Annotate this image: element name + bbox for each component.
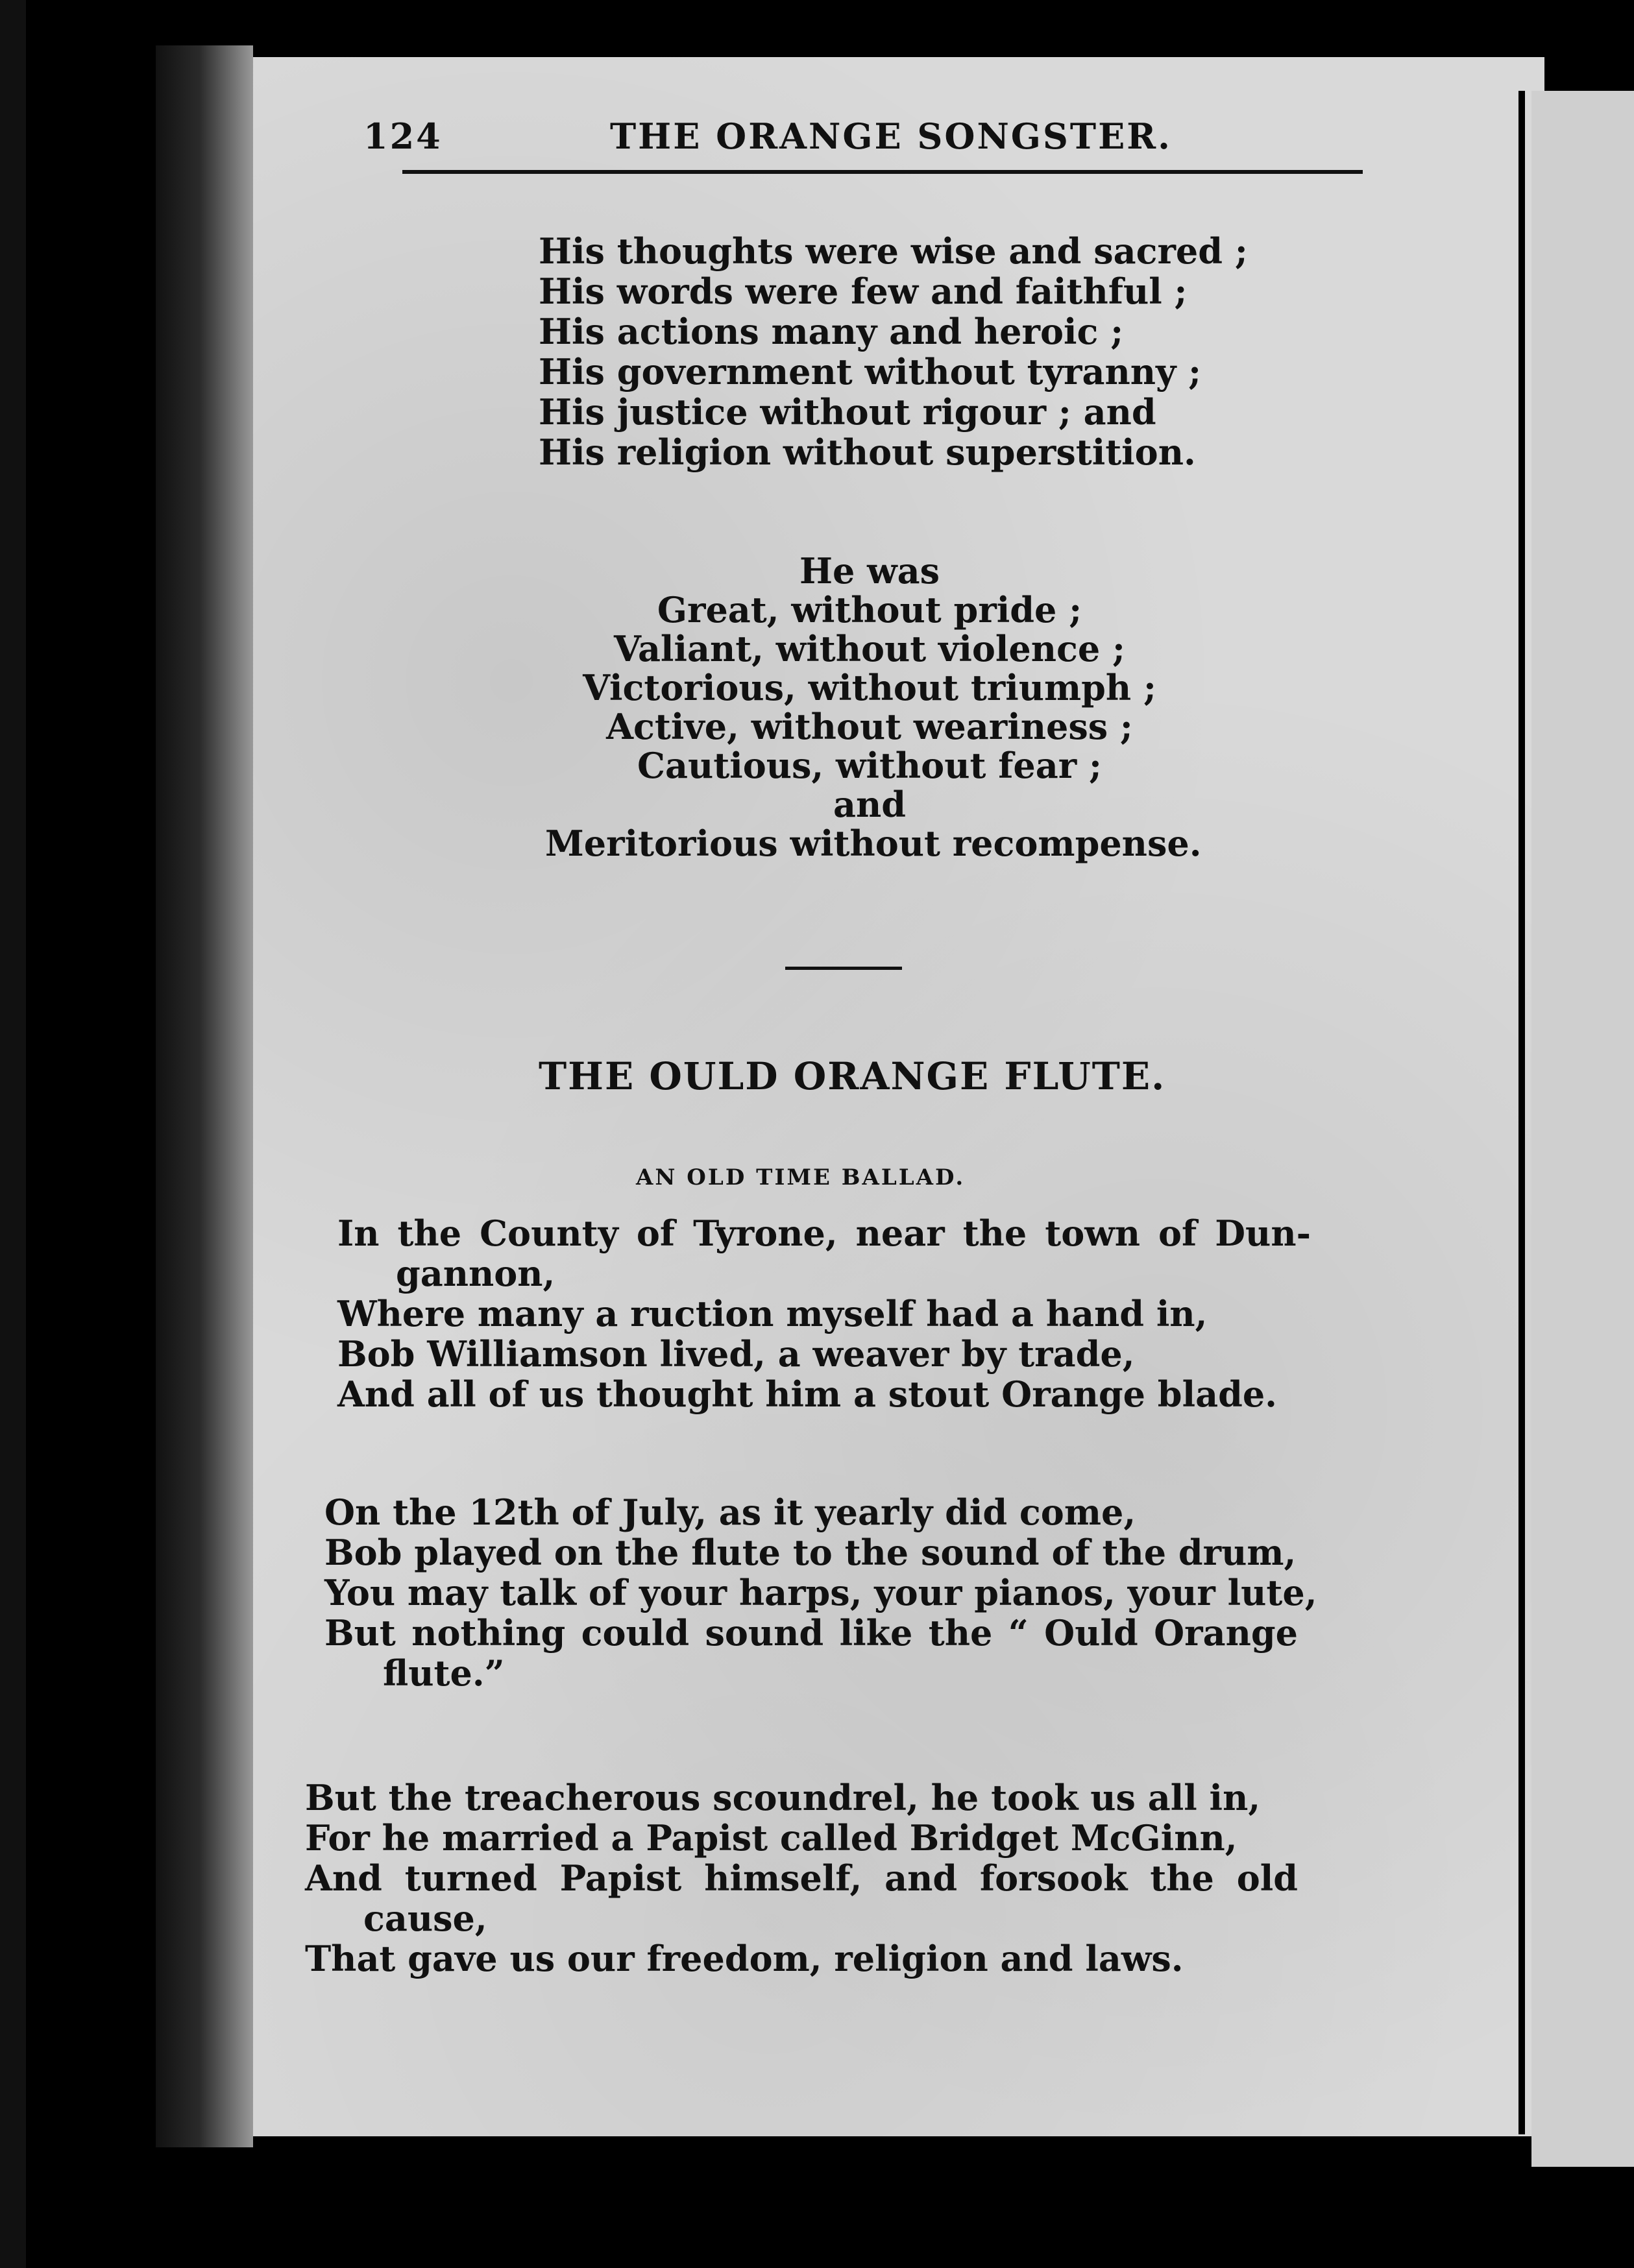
verse-line: Bob played on the flute to the sound of the drum, — [324, 1532, 1297, 1573]
verse-line: Bob Williamson lived, a weaver by trade, — [337, 1333, 1135, 1375]
verse-line: And all of us thought him a stout Orange blade. — [337, 1373, 1277, 1415]
tribute-line: His government without tyranny ; — [539, 351, 1202, 392]
song-subtitle: AN OLD TIME BALLAD. — [636, 1164, 966, 1190]
verse-line: You may talk of your harps, your pianos, your lute, — [324, 1572, 1317, 1613]
he-was-line: Cautious, without fear ; — [637, 745, 1102, 786]
he-was-line: Great, without pride ; — [657, 589, 1082, 631]
verse-line: gannon, — [396, 1253, 555, 1294]
verse-line: Where many a ruction myself had a hand in, — [337, 1293, 1208, 1334]
verse-3 — [305, 1778, 1298, 1979]
he-was-line: Active, without weariness ; — [606, 706, 1133, 747]
he-was-line: Victorious, without triumph ; — [583, 667, 1156, 708]
header-rule — [402, 170, 1363, 174]
verse-line: cause, — [363, 1898, 487, 1939]
tribute-line: His actions many and heroic ; — [539, 311, 1124, 352]
page-edge-line — [1518, 91, 1525, 2134]
verse-1 — [337, 1213, 1311, 1414]
he-was-line: Meritorious without recompense. — [545, 823, 1202, 864]
song-title: THE OULD ORANGE FLUTE. — [539, 1054, 1166, 1098]
verse-line: That gave us our freedom, religion and laws. — [305, 1938, 1184, 1979]
he-was-line: and — [833, 784, 906, 825]
he-was-line: He was — [799, 550, 940, 592]
page-number: 124 — [363, 115, 443, 157]
tribute-line: His words were few and faithful ; — [539, 271, 1188, 312]
verse-2 — [324, 1491, 1317, 1694]
tribute-line: His religion without superstition. — [539, 431, 1196, 473]
verse-line: But the treacherous scoundrel, he took us all in, — [305, 1777, 1261, 1818]
verse-line: And turned Papist himself, and forsook the old — [305, 1857, 1298, 1899]
tribute-line: His justice without rigour ; and — [539, 391, 1156, 433]
book-gutter-shadow — [156, 45, 253, 2147]
running-head — [363, 115, 1304, 157]
tribute-line: His thoughts were wise and sacred ; — [539, 230, 1248, 272]
verse-line: But nothing could sound like the “ Ould Orange — [324, 1612, 1298, 1654]
verse-line: In the County of Tyrone, near the town of Dun- — [337, 1212, 1311, 1254]
he-was-line: Valiant, without violence ; — [614, 628, 1125, 670]
running-head-title: THE ORANGE SONGSTER. — [610, 115, 1172, 157]
he-was-lines — [545, 550, 1202, 864]
section-separator — [785, 967, 902, 970]
facing-page-edge — [1531, 91, 1634, 2167]
tribute-lines — [539, 231, 1248, 472]
verse-line: For he married a Papist called Bridget McGinn, — [305, 1817, 1238, 1859]
verse-line: On the 12th of July, as it yearly did come, — [324, 1491, 1136, 1533]
verse-line: flute.” — [383, 1652, 505, 1694]
scan-border-left — [0, 0, 26, 2268]
